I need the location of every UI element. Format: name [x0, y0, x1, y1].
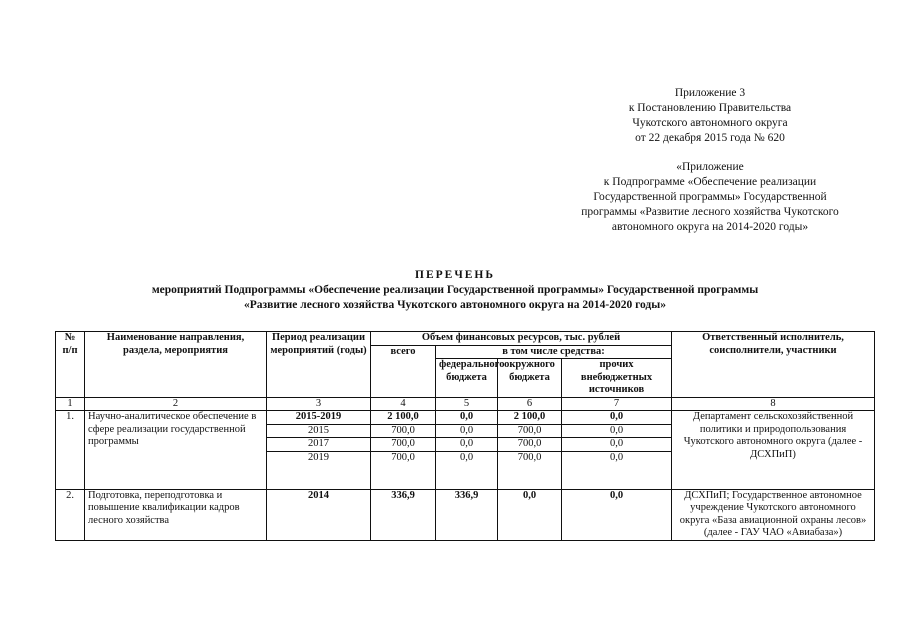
- row-federal: 0,0: [436, 424, 498, 438]
- row-federal: 0,0: [436, 411, 498, 425]
- row-name: Научно-аналитическое обеспечение в сфере реализации государственной программы: [85, 411, 267, 490]
- appendix-line: Чукотского автономного округа: [632, 117, 788, 129]
- row-federal: 336,9: [436, 489, 498, 540]
- row-total: 336,9: [371, 489, 436, 540]
- row-total: 2 100,0: [371, 411, 436, 425]
- col-number: 6: [498, 397, 562, 411]
- header-federal: федерального бюджета: [436, 359, 498, 398]
- appendix-line: к Подпрограмме «Обеспечение реализации: [603, 176, 817, 188]
- header-row: [56, 332, 875, 346]
- table-row: [56, 411, 875, 425]
- row-other: 0,0: [562, 451, 672, 489]
- appendix-line: программы «Развитие лесного хозяйства Чукотского: [581, 206, 839, 218]
- heading-line: «Развитие лесного хозяйства Чукотского автономного округа на 2014-2020 годы»: [244, 299, 666, 311]
- header-other: прочих внебюджетных источников: [562, 359, 672, 398]
- row-district: 700,0: [498, 451, 562, 489]
- row-other: 0,0: [562, 438, 672, 452]
- row-total: 700,0: [371, 451, 436, 489]
- row-other: 0,0: [562, 424, 672, 438]
- heading-title: ПЕРЕЧЕНЬ: [415, 269, 495, 281]
- row-num: 2.: [56, 489, 85, 540]
- row-other: 0,0: [562, 411, 672, 425]
- row-total: 700,0: [371, 438, 436, 452]
- row-period: 2015-2019: [267, 411, 371, 425]
- col-number: 8: [672, 397, 875, 411]
- header-including: в том числе средства:: [436, 345, 672, 359]
- heading-line: мероприятий Подпрограммы «Обеспечение реализации Государственной программы» Государственной программы: [151, 284, 759, 296]
- row-period: 2017: [267, 438, 371, 452]
- row-district: 700,0: [498, 424, 562, 438]
- header-name: Наименование направления, раздела, мероприятия: [85, 332, 267, 398]
- row-period: 2015: [267, 424, 371, 438]
- row-responsible: Департамент сельскохозяйственной политики и природопользования Чукотского автономного округа (далее - ДСХПиП): [672, 411, 875, 490]
- header-total: всего: [371, 345, 436, 397]
- appendix-line: Государственной программы» Государственной: [593, 191, 827, 203]
- header-period: Период реализации мероприятий (годы): [267, 332, 371, 398]
- row-name: Подготовка, переподготовка и повышение квалификации кадров лесного хозяйства: [85, 489, 267, 540]
- row-district: 2 100,0: [498, 411, 562, 425]
- col-number: 2: [85, 397, 267, 411]
- header-finance: Объем финансовых ресурсов, тыс. рублей: [371, 332, 672, 346]
- header-num: № п/п: [56, 332, 85, 398]
- column-number-row: [56, 397, 875, 411]
- appendix-block: [520, 86, 900, 235]
- document-heading: [40, 268, 870, 313]
- col-number: 5: [436, 397, 498, 411]
- row-num: 1.: [56, 411, 85, 490]
- header-district: окружного бюджета: [498, 359, 562, 398]
- row-other: 0,0: [562, 489, 672, 540]
- col-number: 3: [267, 397, 371, 411]
- appendix-spacer: [520, 146, 900, 160]
- appendix-line: Приложение 3: [674, 87, 746, 99]
- row-district: 0,0: [498, 489, 562, 540]
- row-period: 2019: [267, 451, 371, 489]
- row-federal: 0,0: [436, 438, 498, 452]
- col-number: 7: [562, 397, 672, 411]
- appendix-line: к Постановлению Правительства: [628, 102, 792, 114]
- appendix-line: «Приложение: [676, 161, 744, 173]
- appendix-line: от 22 декабря 2015 года № 620: [635, 132, 785, 144]
- measures-table: [55, 331, 875, 541]
- col-number: 1: [56, 397, 85, 411]
- appendix-line: автономного округа на 2014-2020 годы»: [611, 221, 809, 233]
- row-federal: 0,0: [436, 451, 498, 489]
- table-row: [56, 489, 875, 540]
- header-responsible: Ответственный исполнитель, соисполнители, участники: [672, 332, 875, 398]
- row-total: 700,0: [371, 424, 436, 438]
- col-number: 4: [371, 397, 436, 411]
- row-district: 700,0: [498, 438, 562, 452]
- row-period: 2014: [267, 489, 371, 540]
- row-responsible: ДСХПиП; Государственное автономное учреждение Чукотского автономного округа «База авиационной охраны лесов» (далее - ГАУ ЧАО «Авиабаза»): [672, 489, 875, 540]
